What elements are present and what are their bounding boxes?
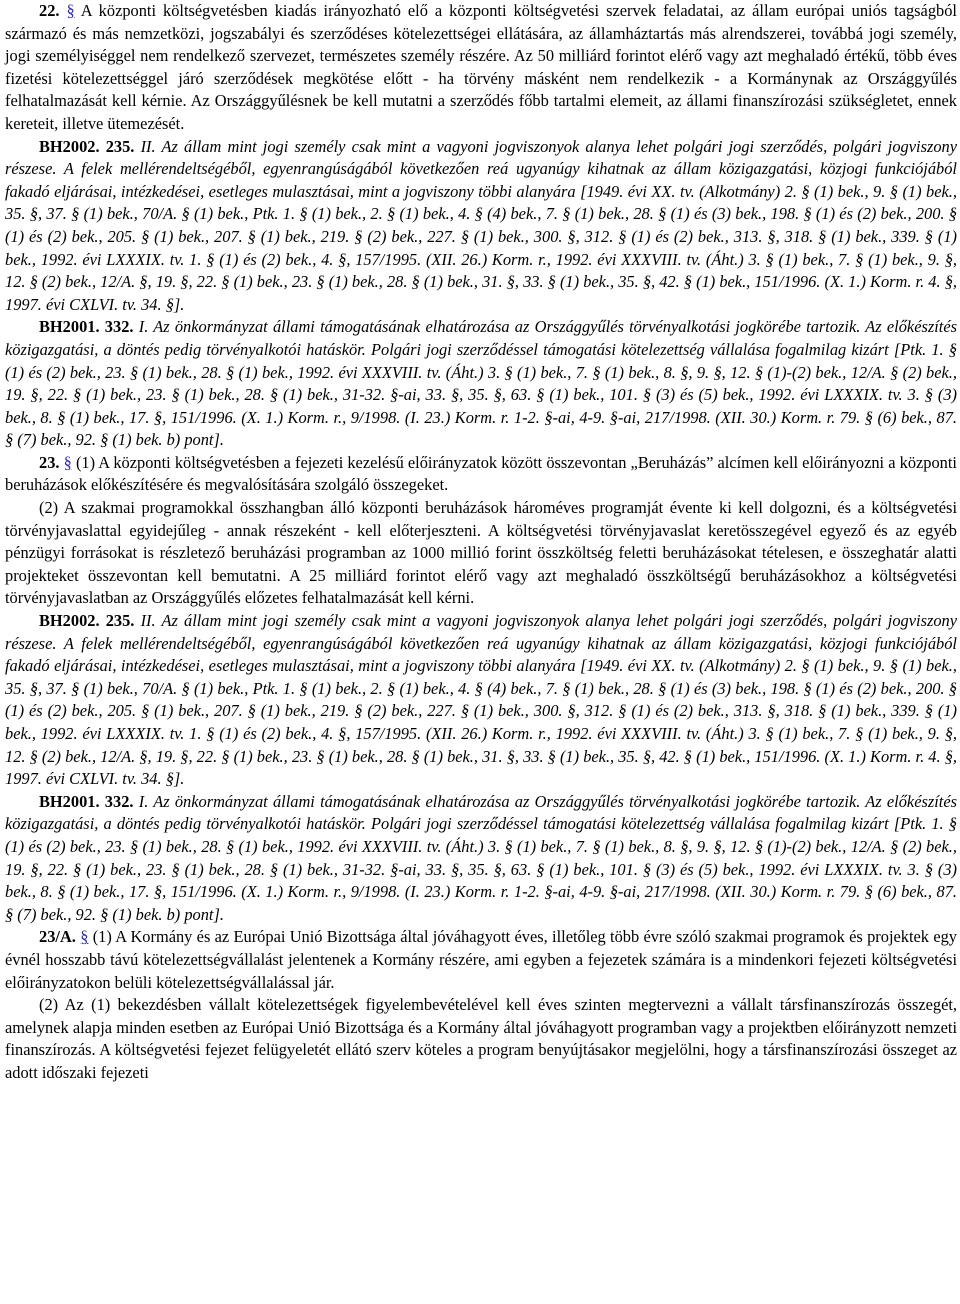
section-text: (2) Az (1) bekezdésben vállalt kötelezettségek figyelembevételével kell éves szinten megtervezni a vállalt társfinanszírozás összegét, amelynek alapja minden esetben az Európai Unió Bizottsága és a Kormány által jóváhagyott programban vagy a projektben előirányzott nemzeti finanszírozás. A költségvetési fejezet felügyeletét ellátó szerv köteles a program benyújtásakor megjelölni, hogy a társfinanszírozási összeget az adott időszaki fejezeti bbox=[5, 995, 957, 1082]
section-number: 23/A. bbox=[39, 927, 76, 947]
court-decision-bh2001-332 bbox=[5, 316, 957, 452]
section-23-paragraph-2 bbox=[5, 497, 957, 610]
section-22 bbox=[5, 0, 957, 136]
section-23-paragraph-1 bbox=[5, 452, 957, 497]
decision-text: I. Az önkormányzat állami támogatásának elhatározása az Országgyűlés törvényalkotási jogkörébe tartozik. Az előkészítés közigazgatási, a döntés pedig törvényalkotói hatáskör. Polgári jogi szerződéssel támogatási kötelezettség vállalása fogalmilag kizárt [Ptk. 1. § (1) és (2) bek., 23. § (1) bek., 28. § (1) bek., 1992. évi XXXVIII. tv. (Áht.) 3. § (1) bek., 7. § (1) bek., 8. §, 9. §, 12. § (1)-(2) bek., 12/A. § (2) bek., 19. §, 22. § (1) bek., 23. § (1) bek., 28. § (1) bek., 31-32. §-ai, 33. §, 35. §, 63. § (1) bek., 101. § (3) és (5) bek., 1992. évi LXXXIX. tv. 3. § (3) bek., 8. § (1) bek., 17. §, 151/1996. (X. 1.) Korm. r., 9/1998. (I. 23.) Korm. r. 1-2. §-ai, 4-9. §-ai, 217/1998. (XII. 30.) Korm. r. 79. § (6) bek., 87. § (7) bek., 92. § (1) bek. b) pont]. bbox=[5, 791, 957, 924]
decision-reference: BH2002. 235. bbox=[39, 611, 135, 631]
section-text: (1) A Kormány és az Európai Unió Bizottsága által jóváhagyott éves, illetőleg több évre szóló szakmai programok és projektek egy évnél hosszabb távú kötelezettségvállalást jelentenek a Kormány részére, ami egyben a fejezetek számára is a mindenkori fejezeti költségvetési előirányzatokon belüli kötelezettségvállalással jár. bbox=[5, 927, 957, 992]
section-23a-paragraph-2 bbox=[5, 994, 957, 1084]
decision-text: I. Az önkormányzat állami támogatásának elhatározása az Országgyűlés törvényalkotási jogkörébe tartozik. Az előkészítés közigazgatási, a döntés pedig törvényalkotói hatáskör. Polgári jogi szerződéssel támogatási kötelezettség vállalása fogalmilag kizárt [Ptk. 1. § (1) és (2) bek., 23. § (1) bek., 28. § (1) bek., 1992. évi XXXVIII. tv. (Áht.) 3. § (1) bek., 7. § (1) bek., 8. §, 9. §, 12. § (1)-(2) bek., 12/A. § (2) bek., 19. §, 22. § (1) bek., 23. § (1) bek., 28. § (1) bek., 31-32. §-ai, 33. §, 35. §, 63. § (1) bek., 101. § (3) és (5) bek., 1992. évi LXXXIX. tv. 3. § (3) bek., 8. § (1) bek., 17. §, 151/1996. (X. 1.) Korm. r., 9/1998. (I. 23.) Korm. r. 1-2. §-ai, 4-9. §-ai, 217/1998. (XII. 30.) Korm. r. 79. § (6) bek., 87. § (7) bek., 92. § (1) bek. b) pont]. bbox=[5, 317, 957, 450]
decision-text: II. Az állam mint jogi személy csak mint a vagyoni jogviszonyok alanya lehet polgári jogi szerződés, polgári jogviszony részese. A felek mellérendeltségéből, egyenrangúságából következően reá ugyanúgy kihatnak az állam közigazgatási, közjogi funkciójából fakadó eljárásai, intézkedései, esetleges mulasztásai, mint a jogviszony többi alanyára [1949. évi XX. tv. (Alkotmány) 2. § (1) bek., 9. § (1) bek., 35. §, 37. § (1) bek., 70/A. § (1) bek., Ptk. 1. § (1) bek., 2. § (1) bek., 4. § (4) bek., 7. § (1) bek., 28. § (1) és (3) bek., 198. § (1) és (2) bek., 200. § (1) és (2) bek., 205. § (1) bek., 207. § (1) bek., 219. § (2) bek., 227. § (1) bek., 300. §, 312. § (1) és (2) bek., 313. §, 318. § (1) bek., 339. § (1) bek., 1992. évi LXXXIX. tv. 1. § (1) és (2) bek., 4. §, 157/1995. (XII. 26.) Korm. r., 1992. évi XXXVIII. tv. (Áht.) 3. § (1) bek., 7. § (1) bek., 9. §, 12. § (2) bek., 12/A. §, 19. §, 22. § (1) bek., 23. § (1) bek., 28. § (1) bek., 31. §, 33. § (1) bek., 35. §, 42. § (1) bek., 151/1996. (X. 1.) Korm. r. 4. §, 1997. évi CXLVI. tv. 34. §]. bbox=[5, 611, 957, 789]
section-text: (2) A szakmai programokkal összhangban álló központi beruházások hároméves programját évente ki kell dolgozni, és a költségvetési törvényjavaslattal egyidejűleg - annak részeként - kell előterjeszteni. A költségvetési törvényjavaslat keretösszegével egyező és az egyéb pénzügyi forrásokat is részletező beruházási programban az 1000 millió forint összköltség feletti beruházásokat tételesen, e összeghatár alatti projekteket összevontan kell bemutatni. A 25 milliárd forintot elérő vagy azt meghaladó összköltségű beruházásokhoz a költségvetési törvényjavaslatban az Országgyűlés előzetes felhatalmazását kell kérni. bbox=[5, 498, 957, 608]
court-decision-bh2001-332 bbox=[5, 791, 957, 927]
section-text: A központi költségvetésben kiadás irányozható elő a központi költségvetési szervek feladatai, az állam európai uniós tagságból származó és más nemzetközi, jogszabályi és szerződéses kötelezettségei ellátására, az államháztartás más alrendszerei, továbbá jogi személy, jogi személyiséggel nem rendelkező szervezet, természetes személy részére. Az 50 milliárd forintot elérő vagy azt meghaladó értékű, több éves fizetési kötelezettséggel járó szerződések megkötése előtt - ha törvény másként nem rendelkezik - a Kormánynak az Országgyűlés felhatalmazását kell kérnie. Az Országgyűlésnek be kell mutatni a szerződés főbb tartalmi elemeit, az állami finanszírozási szükségletet, ennek kereteit, illetve ütemezését. bbox=[5, 1, 957, 133]
court-decision-bh2002-235 bbox=[5, 136, 957, 317]
section-symbol-link[interactable]: § bbox=[66, 1, 75, 20]
section-23a-paragraph-1 bbox=[5, 926, 957, 994]
decision-text: II. Az állam mint jogi személy csak mint a vagyoni jogviszonyok alanya lehet polgári jogi szerződés, polgári jogviszony részese. A felek mellérendeltségéből, egyenrangúságából következően reá ugyanúgy kihatnak az állam közigazgatási, közjogi funkciójából fakadó eljárásai, intézkedései, esetleges mulasztásai, mint a jogviszony többi alanyára [1949. évi XX. tv. (Alkotmány) 2. § (1) bek., 9. § (1) bek., 35. §, 37. § (1) bek., 70/A. § (1) bek., Ptk. 1. § (1) bek., 2. § (1) bek., 4. § (4) bek., 7. § (1) bek., 28. § (1) és (3) bek., 198. § (1) és (2) bek., 200. § (1) és (2) bek., 205. § (1) bek., 207. § (1) bek., 219. § (2) bek., 227. § (1) bek., 300. §, 312. § (1) és (2) bek., 313. §, 318. § (1) bek., 339. § (1) bek., 1992. évi LXXXIX. tv. 1. § (1) és (2) bek., 4. §, 157/1995. (XII. 26.) Korm. r., 1992. évi XXXVIII. tv. (Áht.) 3. § (1) bek., 7. § (1) bek., 9. §, 12. § (2) bek., 12/A. §, 19. §, 22. § (1) bek., 23. § (1) bek., 28. § (1) bek., 31. §, 33. § (1) bek., 35. §, 42. § (1) bek., 151/1996. (X. 1.) Korm. r. 4. §, 1997. évi CXLVI. tv. 34. §]. bbox=[5, 136, 957, 314]
decision-reference: BH2001. 332. bbox=[39, 317, 134, 337]
decision-reference: BH2002. 235. bbox=[39, 136, 135, 156]
decision-reference: BH2001. 332. bbox=[39, 791, 134, 811]
section-symbol-link[interactable]: § bbox=[80, 927, 89, 947]
section-text: (1) A központi költségvetésben a fejezeti kezelésű előirányzatok között összevontan „Beruházás” alcímen kell előirányozni a központi beruházások előkészítésére és megvalósítására szolgáló összegeket. bbox=[5, 452, 957, 495]
court-decision-bh2002-235 bbox=[5, 610, 957, 791]
section-symbol-link[interactable]: § bbox=[63, 452, 72, 472]
section-number: 23. bbox=[39, 452, 60, 472]
section-number: 22. bbox=[39, 1, 60, 20]
